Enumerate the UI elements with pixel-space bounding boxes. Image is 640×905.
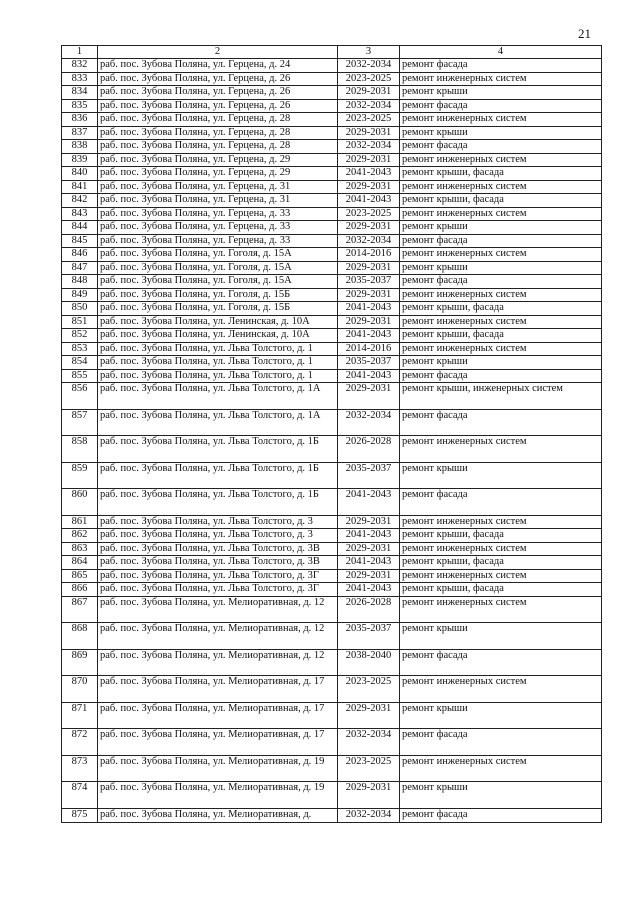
table-row <box>62 542 602 556</box>
work-type-cell: ремонт инженерных систем <box>400 569 602 583</box>
row-number-cell: 848 <box>62 275 98 289</box>
work-type-cell: ремонт фасада <box>400 369 602 383</box>
address-cell: раб. пос. Зубова Поляна, ул. Льва Толстого, д. 1 <box>98 356 338 370</box>
table-body <box>62 59 602 823</box>
table-row <box>62 808 602 822</box>
years-cell: 2035-2037 <box>338 275 400 289</box>
years-cell: 2023-2025 <box>338 72 400 86</box>
address-cell: раб. пос. Зубова Поляна, ул. Льва Толстого, д. 3Г <box>98 583 338 597</box>
work-type-cell: ремонт инженерных систем <box>400 315 602 329</box>
row-number-cell: 859 <box>62 462 98 489</box>
work-type-cell: ремонт фасада <box>400 99 602 113</box>
table-row <box>62 302 602 316</box>
table-row <box>62 436 602 463</box>
table-row <box>62 356 602 370</box>
address-cell: раб. пос. Зубова Поляна, ул. Герцена, д. 28 <box>98 140 338 154</box>
table-row <box>62 126 602 140</box>
table-row <box>62 248 602 262</box>
years-cell: 2029-2031 <box>338 180 400 194</box>
work-type-cell: ремонт крыши <box>400 623 602 650</box>
years-cell: 2014-2016 <box>338 248 400 262</box>
address-cell: раб. пос. Зубова Поляна, ул. Ленинская, д. 10А <box>98 329 338 343</box>
address-cell: раб. пос. Зубова Поляна, ул. Гоголя, д. 15Б <box>98 288 338 302</box>
years-cell: 2041-2043 <box>338 529 400 543</box>
table-row <box>62 515 602 529</box>
table-row <box>62 86 602 100</box>
row-number-cell: 855 <box>62 369 98 383</box>
work-type-cell: ремонт крыши, фасада <box>400 583 602 597</box>
table-row <box>62 676 602 703</box>
work-type-cell: ремонт крыши, фасада <box>400 167 602 181</box>
work-type-cell: ремонт крыши, инженерных систем <box>400 383 602 410</box>
address-cell: раб. пос. Зубова Поляна, ул. Мелиоративная, д. 12 <box>98 623 338 650</box>
table-row <box>62 556 602 570</box>
address-cell: раб. пос. Зубова Поляна, ул. Герцена, д. 28 <box>98 126 338 140</box>
row-number-cell: 837 <box>62 126 98 140</box>
row-number-cell: 874 <box>62 782 98 809</box>
row-number-cell: 842 <box>62 194 98 208</box>
years-cell: 2041-2043 <box>338 329 400 343</box>
years-cell: 2026-2028 <box>338 436 400 463</box>
table-row <box>62 207 602 221</box>
row-number-cell: 860 <box>62 489 98 516</box>
table-row <box>62 72 602 86</box>
address-cell: раб. пос. Зубова Поляна, ул. Льва Толстого, д. 3Г <box>98 569 338 583</box>
years-cell: 2041-2043 <box>338 194 400 208</box>
table-row <box>62 59 602 73</box>
years-cell: 2035-2037 <box>338 356 400 370</box>
table-row <box>62 221 602 235</box>
years-cell: 2032-2034 <box>338 99 400 113</box>
address-cell: раб. пос. Зубова Поляна, ул. Мелиоративная, д. <box>98 808 338 822</box>
address-cell: раб. пос. Зубова Поляна, ул. Мелиоративная, д. 12 <box>98 649 338 676</box>
address-cell: раб. пос. Зубова Поляна, ул. Льва Толстого, д. 1А <box>98 409 338 436</box>
years-cell: 2041-2043 <box>338 302 400 316</box>
row-number-cell: 841 <box>62 180 98 194</box>
row-number-cell: 835 <box>62 99 98 113</box>
address-cell: раб. пос. Зубова Поляна, ул. Льва Толстого, д. 1Б <box>98 436 338 463</box>
address-cell: раб. пос. Зубова Поляна, ул. Герцена, д. 24 <box>98 59 338 73</box>
years-cell: 2035-2037 <box>338 623 400 650</box>
years-cell: 2029-2031 <box>338 86 400 100</box>
row-number-cell: 843 <box>62 207 98 221</box>
address-cell: раб. пос. Зубова Поляна, ул. Гоголя, д. 15Б <box>98 302 338 316</box>
row-number-cell: 861 <box>62 515 98 529</box>
table-row <box>62 462 602 489</box>
row-number-cell: 857 <box>62 409 98 436</box>
table-row <box>62 409 602 436</box>
table-row <box>62 140 602 154</box>
address-cell: раб. пос. Зубова Поляна, ул. Льва Толстого, д. 1Б <box>98 462 338 489</box>
work-type-cell: ремонт фасада <box>400 140 602 154</box>
work-type-cell: ремонт инженерных систем <box>400 113 602 127</box>
table-row <box>62 702 602 729</box>
row-number-cell: 847 <box>62 261 98 275</box>
work-type-cell: ремонт инженерных систем <box>400 676 602 703</box>
row-number-cell: 870 <box>62 676 98 703</box>
address-cell: раб. пос. Зубова Поляна, ул. Мелиоративная, д. 17 <box>98 676 338 703</box>
table-row <box>62 113 602 127</box>
address-cell: раб. пос. Зубова Поляна, ул. Герцена, д. 33 <box>98 234 338 248</box>
work-type-cell: ремонт инженерных систем <box>400 153 602 167</box>
work-type-cell: ремонт инженерных систем <box>400 596 602 623</box>
table-row <box>62 167 602 181</box>
address-cell: раб. пос. Зубова Поляна, ул. Герцена, д. 33 <box>98 221 338 235</box>
table-row <box>62 383 602 410</box>
table-row <box>62 369 602 383</box>
column-header-2: 2 <box>98 46 338 59</box>
address-cell: раб. пос. Зубова Поляна, ул. Герцена, д. 26 <box>98 86 338 100</box>
address-cell: раб. пос. Зубова Поляна, ул. Мелиоративная, д. 12 <box>98 596 338 623</box>
work-type-cell: ремонт инженерных систем <box>400 207 602 221</box>
address-cell: раб. пос. Зубова Поляна, ул. Льва Толстого, д. 1А <box>98 383 338 410</box>
work-type-cell: ремонт фасада <box>400 234 602 248</box>
work-type-cell: ремонт фасада <box>400 808 602 822</box>
address-cell: раб. пос. Зубова Поляна, ул. Ленинская, д. 10А <box>98 315 338 329</box>
address-cell: раб. пос. Зубова Поляна, ул. Мелиоративная, д. 19 <box>98 782 338 809</box>
row-number-cell: 869 <box>62 649 98 676</box>
work-type-cell: ремонт крыши <box>400 702 602 729</box>
years-cell: 2029-2031 <box>338 782 400 809</box>
address-cell: раб. пос. Зубова Поляна, ул. Льва Толстого, д. 1Б <box>98 489 338 516</box>
address-cell: раб. пос. Зубова Поляна, ул. Льва Толстого, д. 1 <box>98 342 338 356</box>
row-number-cell: 839 <box>62 153 98 167</box>
row-number-cell: 832 <box>62 59 98 73</box>
address-cell: раб. пос. Зубова Поляна, ул. Льва Толстого, д. 3В <box>98 556 338 570</box>
years-cell: 2029-2031 <box>338 542 400 556</box>
work-type-cell: ремонт крыши, фасада <box>400 529 602 543</box>
row-number-cell: 850 <box>62 302 98 316</box>
table-row <box>62 489 602 516</box>
row-number-cell: 833 <box>62 72 98 86</box>
years-cell: 2029-2031 <box>338 383 400 410</box>
table-header-row <box>62 46 602 59</box>
row-number-cell: 849 <box>62 288 98 302</box>
row-number-cell: 845 <box>62 234 98 248</box>
table-row <box>62 649 602 676</box>
years-cell: 2041-2043 <box>338 489 400 516</box>
work-type-cell: ремонт крыши, фасада <box>400 556 602 570</box>
row-number-cell: 862 <box>62 529 98 543</box>
work-type-cell: ремонт инженерных систем <box>400 72 602 86</box>
work-type-cell: ремонт инженерных систем <box>400 288 602 302</box>
address-cell: раб. пос. Зубова Поляна, ул. Мелиоративная, д. 17 <box>98 729 338 756</box>
years-cell: 2029-2031 <box>338 153 400 167</box>
years-cell: 2029-2031 <box>338 261 400 275</box>
table-row <box>62 153 602 167</box>
work-type-cell: ремонт крыши, фасада <box>400 194 602 208</box>
years-cell: 2038-2040 <box>338 649 400 676</box>
work-type-cell: ремонт инженерных систем <box>400 515 602 529</box>
years-cell: 2029-2031 <box>338 515 400 529</box>
table-row <box>62 596 602 623</box>
row-number-cell: 856 <box>62 383 98 410</box>
work-type-cell: ремонт фасада <box>400 649 602 676</box>
years-cell: 2023-2025 <box>338 755 400 782</box>
work-type-cell: ремонт фасада <box>400 409 602 436</box>
table-row <box>62 180 602 194</box>
work-type-cell: ремонт фасада <box>400 729 602 756</box>
address-cell: раб. пос. Зубова Поляна, ул. Гоголя, д. 15А <box>98 275 338 289</box>
row-number-cell: 840 <box>62 167 98 181</box>
table-row <box>62 342 602 356</box>
row-number-cell: 853 <box>62 342 98 356</box>
address-cell: раб. пос. Зубова Поляна, ул. Мелиоративная, д. 17 <box>98 702 338 729</box>
table-row <box>62 529 602 543</box>
years-cell: 2029-2031 <box>338 288 400 302</box>
years-cell: 2035-2037 <box>338 462 400 489</box>
address-cell: раб. пос. Зубова Поляна, ул. Герцена, д. 33 <box>98 207 338 221</box>
row-number-cell: 851 <box>62 315 98 329</box>
work-type-cell: ремонт инженерных систем <box>400 180 602 194</box>
work-type-cell: ремонт фасада <box>400 275 602 289</box>
address-cell: раб. пос. Зубова Поляна, ул. Герцена, д. 26 <box>98 99 338 113</box>
years-cell: 2014-2016 <box>338 342 400 356</box>
address-cell: раб. пос. Зубова Поляна, ул. Льва Толстого, д. 1 <box>98 369 338 383</box>
row-number-cell: 854 <box>62 356 98 370</box>
row-number-cell: 866 <box>62 583 98 597</box>
years-cell: 2041-2043 <box>338 556 400 570</box>
row-number-cell: 873 <box>62 755 98 782</box>
work-type-cell: ремонт крыши <box>400 261 602 275</box>
table-row <box>62 623 602 650</box>
work-type-cell: ремонт крыши, фасада <box>400 302 602 316</box>
table-row <box>62 275 602 289</box>
work-type-cell: ремонт инженерных систем <box>400 755 602 782</box>
row-number-cell: 844 <box>62 221 98 235</box>
row-number-cell: 868 <box>62 623 98 650</box>
address-cell: раб. пос. Зубова Поляна, ул. Мелиоративная, д. 19 <box>98 755 338 782</box>
work-type-cell: ремонт крыши <box>400 356 602 370</box>
work-type-cell: ремонт фасада <box>400 59 602 73</box>
row-number-cell: 867 <box>62 596 98 623</box>
column-header-3: 3 <box>338 46 400 59</box>
table-row <box>62 288 602 302</box>
years-cell: 2029-2031 <box>338 221 400 235</box>
years-cell: 2023-2025 <box>338 676 400 703</box>
work-type-cell: ремонт инженерных систем <box>400 342 602 356</box>
years-cell: 2041-2043 <box>338 369 400 383</box>
table-row <box>62 729 602 756</box>
table-row <box>62 234 602 248</box>
years-cell: 2032-2034 <box>338 59 400 73</box>
work-type-cell: ремонт фасада <box>400 489 602 516</box>
years-cell: 2023-2025 <box>338 207 400 221</box>
table-row <box>62 315 602 329</box>
years-cell: 2032-2034 <box>338 409 400 436</box>
table-row <box>62 755 602 782</box>
row-number-cell: 846 <box>62 248 98 262</box>
table-row <box>62 194 602 208</box>
years-cell: 2029-2031 <box>338 315 400 329</box>
years-cell: 2029-2031 <box>338 569 400 583</box>
row-number-cell: 872 <box>62 729 98 756</box>
years-cell: 2029-2031 <box>338 702 400 729</box>
table-row <box>62 99 602 113</box>
row-number-cell: 863 <box>62 542 98 556</box>
table-row <box>62 329 602 343</box>
row-number-cell: 858 <box>62 436 98 463</box>
address-cell: раб. пос. Зубова Поляна, ул. Герцена, д. 31 <box>98 194 338 208</box>
work-type-cell: ремонт крыши, фасада <box>400 329 602 343</box>
years-cell: 2032-2034 <box>338 234 400 248</box>
years-cell: 2032-2034 <box>338 140 400 154</box>
row-number-cell: 834 <box>62 86 98 100</box>
work-type-cell: ремонт крыши <box>400 221 602 235</box>
address-cell: раб. пос. Зубова Поляна, ул. Герцена, д. 29 <box>98 153 338 167</box>
repair-schedule-table <box>61 45 602 823</box>
address-cell: раб. пос. Зубова Поляна, ул. Герцена, д. 28 <box>98 113 338 127</box>
address-cell: раб. пос. Зубова Поляна, ул. Герцена, д. 31 <box>98 180 338 194</box>
work-type-cell: ремонт инженерных систем <box>400 248 602 262</box>
work-type-cell: ремонт крыши <box>400 462 602 489</box>
years-cell: 2032-2034 <box>338 729 400 756</box>
table-row <box>62 569 602 583</box>
table-row <box>62 583 602 597</box>
column-header-4: 4 <box>400 46 602 59</box>
address-cell: раб. пос. Зубова Поляна, ул. Герцена, д. 26 <box>98 72 338 86</box>
address-cell: раб. пос. Зубова Поляна, ул. Льва Толстого, д. 3 <box>98 515 338 529</box>
address-cell: раб. пос. Зубова Поляна, ул. Гоголя, д. 15А <box>98 248 338 262</box>
row-number-cell: 852 <box>62 329 98 343</box>
work-type-cell: ремонт крыши <box>400 86 602 100</box>
address-cell: раб. пос. Зубова Поляна, ул. Гоголя, д. 15А <box>98 261 338 275</box>
work-type-cell: ремонт инженерных систем <box>400 542 602 556</box>
row-number-cell: 875 <box>62 808 98 822</box>
row-number-cell: 865 <box>62 569 98 583</box>
work-type-cell: ремонт инженерных систем <box>400 436 602 463</box>
years-cell: 2026-2028 <box>338 596 400 623</box>
row-number-cell: 864 <box>62 556 98 570</box>
table-row <box>62 782 602 809</box>
table-row <box>62 261 602 275</box>
years-cell: 2023-2025 <box>338 113 400 127</box>
page-number: 21 <box>578 26 591 41</box>
work-type-cell: ремонт крыши <box>400 126 602 140</box>
address-cell: раб. пос. Зубова Поляна, ул. Герцена, д. 29 <box>98 167 338 181</box>
years-cell: 2041-2043 <box>338 167 400 181</box>
address-cell: раб. пос. Зубова Поляна, ул. Льва Толстого, д. 3В <box>98 542 338 556</box>
column-header-1: 1 <box>62 46 98 59</box>
address-cell: раб. пос. Зубова Поляна, ул. Льва Толстого, д. 3 <box>98 529 338 543</box>
years-cell: 2032-2034 <box>338 808 400 822</box>
years-cell: 2029-2031 <box>338 126 400 140</box>
row-number-cell: 871 <box>62 702 98 729</box>
work-type-cell: ремонт крыши <box>400 782 602 809</box>
row-number-cell: 836 <box>62 113 98 127</box>
years-cell: 2041-2043 <box>338 583 400 597</box>
row-number-cell: 838 <box>62 140 98 154</box>
